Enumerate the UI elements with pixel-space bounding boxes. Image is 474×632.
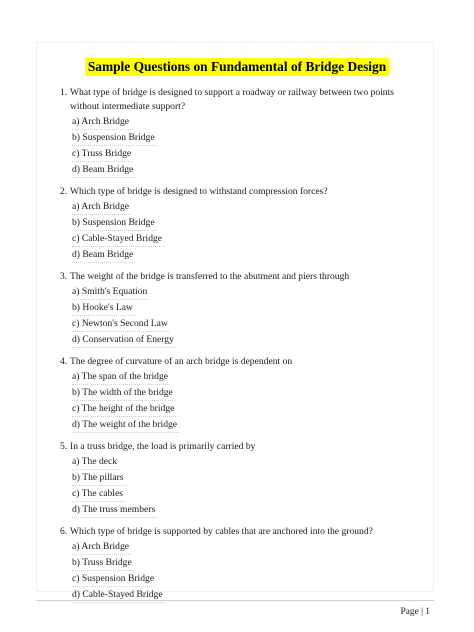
- option-a: a) Arch Bridge: [72, 539, 420, 555]
- option-d: d) The truss members: [72, 502, 420, 518]
- option-c: c) The height of the bridge: [72, 401, 420, 417]
- option-a: a) Arch Bridge: [72, 114, 420, 130]
- question-1: [60, 86, 420, 178]
- question-3: [60, 270, 420, 348]
- question-number: 4.: [60, 356, 68, 367]
- option-a: a) The deck: [72, 454, 420, 470]
- question-text: [60, 185, 420, 199]
- option-d: d) The weight of the bridge: [72, 417, 420, 433]
- option-a: a) Smith's Equation: [72, 284, 420, 300]
- question-body: In a truss bridge, the load is primarily carried by: [70, 441, 256, 452]
- option-d: d) Beam Bridge: [72, 247, 420, 263]
- question-body: The degree of curvature of an arch bridge is dependent on: [70, 356, 293, 367]
- question-body: Which type of bridge is supported by cables that are anchored into the ground?: [70, 526, 373, 537]
- option-b: b) Hooke's Law: [72, 300, 420, 316]
- question-text: [60, 440, 420, 454]
- option-a: a) The span of the bridge: [72, 369, 420, 385]
- question-6: [60, 525, 420, 603]
- option-b: b) The pillars: [72, 470, 420, 486]
- question-number: 5.: [60, 441, 68, 452]
- title-wrap: [0, 58, 474, 76]
- question-number: 1.: [60, 87, 68, 98]
- question-5: [60, 440, 420, 518]
- option-d: d) Conservation of Energy: [72, 332, 420, 348]
- option-c: c) Suspension Bridge: [72, 571, 420, 587]
- question-number: 3.: [60, 271, 68, 282]
- option-d: d) Beam Bridge: [72, 162, 420, 178]
- option-a: a) Arch Bridge: [72, 199, 420, 215]
- option-c: c) Cable-Stayed Bridge: [72, 231, 420, 247]
- option-d: d) Cable-Stayed Bridge: [72, 587, 420, 603]
- page-footer: [36, 600, 434, 621]
- question-body: The weight of the bridge is transferred to the abutment and piers through: [70, 271, 350, 282]
- document-title: Sample Questions on Fundamental of Bridge Design: [85, 58, 389, 76]
- question-text: [60, 86, 420, 114]
- question-body: What type of bridge is designed to support a roadway or railway between two points without intermediate support?: [70, 87, 394, 112]
- option-b: b) Truss Bridge: [72, 555, 420, 571]
- question-number: 6.: [60, 526, 68, 537]
- page-number: Page | 1: [400, 607, 430, 617]
- question-2: [60, 185, 420, 263]
- question-4: [60, 355, 420, 433]
- option-c: c) The cables: [72, 486, 420, 502]
- option-b: b) Suspension Bridge: [72, 215, 420, 231]
- option-b: b) Suspension Bridge: [72, 130, 420, 146]
- option-c: c) Truss Bridge: [72, 146, 420, 162]
- question-body: Which type of bridge is designed to withstand compression forces?: [70, 186, 328, 197]
- question-list: [60, 86, 420, 610]
- question-text: [60, 355, 420, 369]
- question-text: [60, 525, 420, 539]
- option-c: c) Newton's Second Law: [72, 316, 420, 332]
- option-b: b) The width of the bridge: [72, 385, 420, 401]
- question-text: [60, 270, 420, 284]
- question-number: 2.: [60, 186, 68, 197]
